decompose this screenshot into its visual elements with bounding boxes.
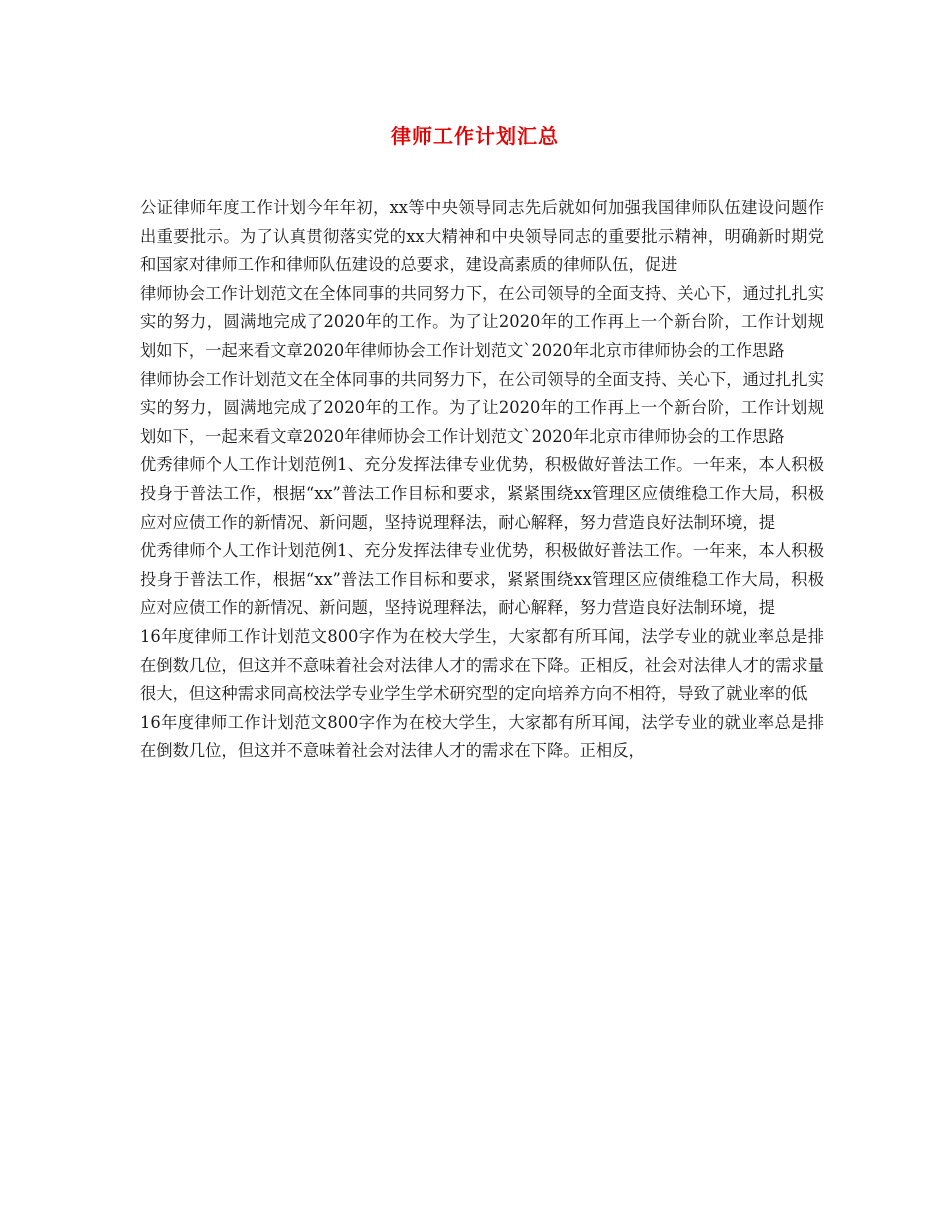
paragraph: 优秀律师个人工作计划范例1、充分发挥法律专业优势，积极做好普法工作。一年来，本人积极投身于普法工作，根据“xx”普法工作目标和要求，紧紧围绕xx管理区应债维稳工作大局，积极应对应债工作的新情况、新问题，坚持说理释法，耐心解释，努力营造良好法制环境，提	[140, 541, 824, 618]
paragraph: 律师协会工作计划范文在全体同事的共同努力下，在公司领导的全面支持、关心下，通过扎扎实实的努力，圆满地完成了2020年的工作。为了让2020年的工作再上一个新台阶，工作计划规划如下，一起来看文章2020年律师协会工作计划范文`2020年北京市律师协会的工作思路	[140, 283, 824, 360]
paragraph: 律师协会工作计划范文在全体同事的共同努力下，在公司领导的全面支持、关心下，通过扎扎实实的努力，圆满地完成了2020年的工作。为了让2020年的工作再上一个新台阶，工作计划规划如下，一起来看文章2020年律师协会工作计划范文`2020年北京市律师协会的工作思路	[140, 369, 824, 446]
document-title: 律师工作计划汇总	[391, 124, 559, 148]
paragraph: 公证律师年度工作计划今年年初，xx等中央领导同志先后就如何加强我国律师队伍建设问题作出重要批示。为了认真贯彻落实党的xx大精神和中央领导同志的重要批示精神，明确新时期党和国家对律师工作和律师队伍建设的总要求，建设高素质的律师队伍，促进	[140, 198, 824, 275]
paragraph: 优秀律师个人工作计划范例1、充分发挥法律专业优势，积极做好普法工作。一年来，本人积极投身于普法工作，根据“xx”普法工作目标和要求，紧紧围绕xx管理区应债维稳工作大局，积极应对应债工作的新情况、新问题，坚持说理释法，耐心解释，努力营造良好法制环境，提	[140, 455, 824, 532]
paragraph: 16年度律师工作计划范文800字作为在校大学生，大家都有所耳闻，法学专业的就业率总是排在倒数几位，但这并不意味着社会对法律人才的需求在下降。正相反，社会对法律人才的需求量很大，但这种需求同高校法学专业学生学术研究型的定向培养方向不相符，导致了就业率的低	[140, 626, 824, 704]
document-body	[140, 194, 824, 766]
paragraph: 16年度律师工作计划范文800字作为在校大学生，大家都有所耳闻，法学专业的就业率总是排在倒数几位，但这并不意味着社会对法律人才的需求在下降。正相反，	[140, 712, 824, 761]
